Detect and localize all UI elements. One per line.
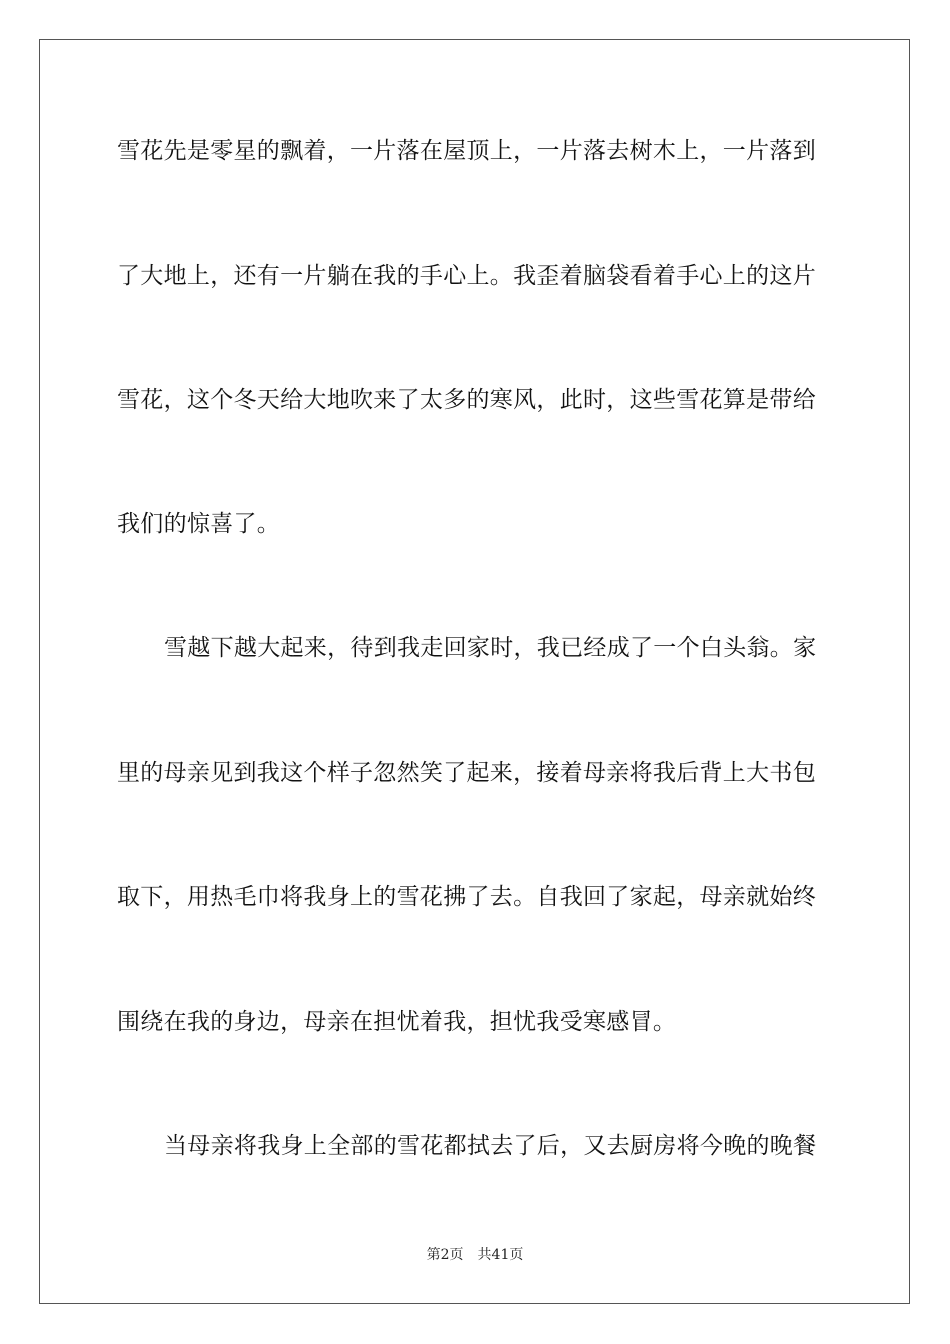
text-line: 雪花，这个冬天给大地吹来了太多的寒风，此时，这些雪花算是带给	[117, 387, 816, 413]
page-number: 第2页	[426, 1247, 464, 1263]
text-line: 当母亲将我身上全部的雪花都拭去了后，又去厨房将今晚的晚餐	[164, 1133, 817, 1159]
text-line: 雪越下越大起来，待到我走回家时，我已经成了一个白头翁。家	[164, 635, 817, 661]
page-total: 共41页	[477, 1247, 524, 1263]
text-line: 雪花先是零星的飘着，一片落在屋顶上，一片落去树木上，一片落到	[117, 138, 816, 164]
page-border	[39, 39, 910, 1304]
text-line: 了大地上，还有一片躺在我的手心上。我歪着脑袋看着手心上的这片	[117, 263, 816, 289]
page-footer	[0, 1246, 950, 1264]
text-line: 围绕在我的身边，母亲在担忧着我，担忧我受寒感冒。	[117, 1009, 677, 1035]
text-line: 里的母亲见到我这个样子忽然笑了起来，接着母亲将我后背上大书包	[117, 760, 816, 786]
text-line: 我们的惊喜了。	[117, 511, 281, 537]
text-line: 取下，用热毛巾将我身上的雪花拂了去。自我回了家起，母亲就始终	[117, 884, 816, 910]
